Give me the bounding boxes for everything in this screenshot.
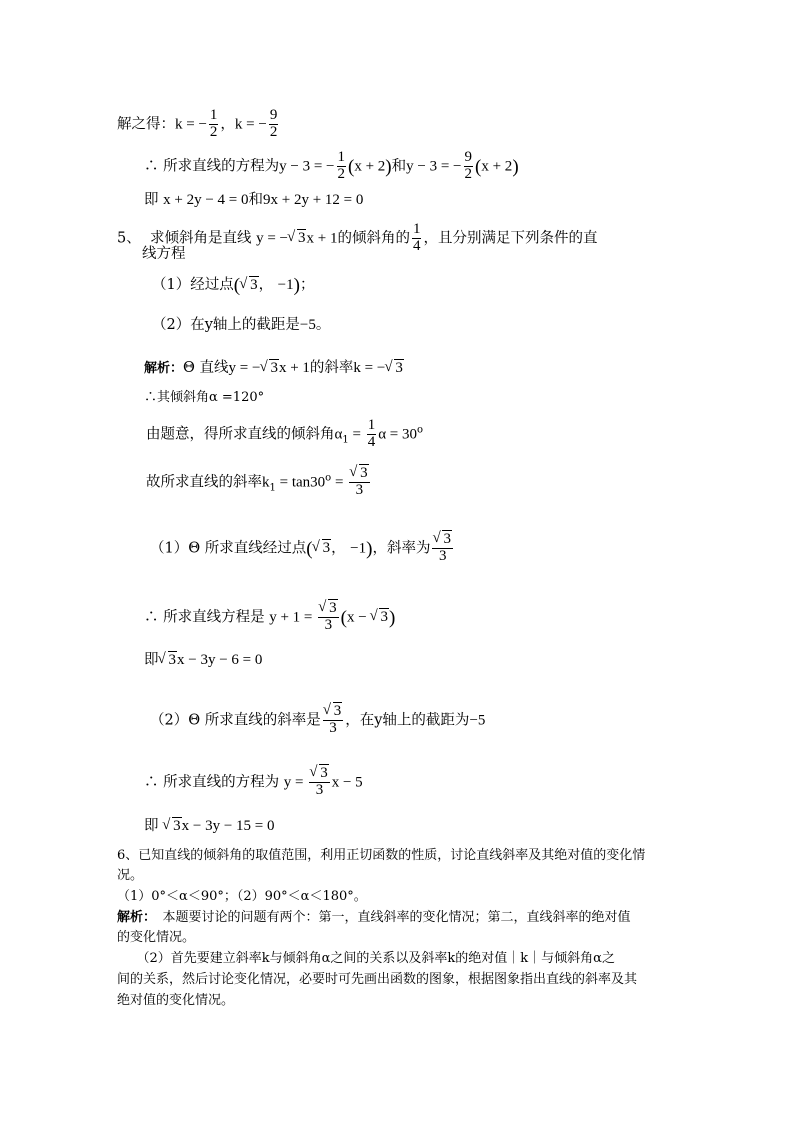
superscript: o: [325, 472, 332, 484]
text: ；: [299, 277, 315, 293]
math: α = 30: [378, 426, 418, 443]
solution-part-2-line-1: [150, 704, 485, 737]
text: 。: [315, 317, 331, 333]
paren: (: [348, 156, 355, 178]
problem-6-solution-line-2: [117, 931, 195, 944]
math: = tan30: [275, 474, 326, 491]
radicand: 3: [250, 277, 258, 293]
text: （1）经过点: [152, 277, 234, 293]
radicand: 3: [360, 465, 368, 481]
text: 即: [144, 818, 164, 834]
sqrt: [385, 361, 404, 376]
text: 求倾斜角是直线: [149, 230, 257, 247]
subscript: 1: [269, 482, 276, 494]
text: （2）首先要建立斜率k与倾斜角α之间的关系以及斜率k的绝对值｜k｜与倾斜角α之: [117, 951, 615, 966]
text: 的斜率: [309, 360, 354, 376]
sqrt: [310, 766, 329, 782]
math: x −: [346, 609, 371, 626]
solution-line-1: [144, 361, 404, 376]
math: −5: [299, 317, 316, 333]
fraction: [309, 766, 330, 799]
problem-6-line-2: [117, 869, 143, 882]
denominator: 2: [337, 165, 345, 182]
text: 即: [144, 652, 159, 668]
denominator: 4: [412, 237, 421, 254]
numerator: 1: [367, 417, 376, 433]
denominator: 3: [315, 781, 324, 798]
radicand: 3: [333, 703, 342, 719]
math: y = −: [256, 230, 288, 247]
paren: (: [306, 538, 313, 560]
fraction: [269, 108, 279, 141]
text: ∴其倾斜角α =120°: [144, 390, 265, 405]
problem-number: 5、: [117, 230, 141, 247]
text: ，斜率为: [372, 540, 431, 557]
text: 本题要讨论的问题有两个：第一，直线斜率的变化情况；第二，直线斜率的绝对值: [149, 910, 631, 925]
problem-6-line-1: [117, 849, 645, 862]
radicand: 3: [320, 765, 328, 781]
text: 和: [248, 192, 263, 208]
paren: (: [475, 156, 482, 178]
solution-line-3: [146, 418, 423, 451]
math: =: [348, 426, 365, 443]
problem-5-part-2: [152, 318, 330, 333]
problem-6-solution-line-3: [117, 952, 615, 965]
paren: ): [293, 275, 300, 296]
paren: ): [388, 607, 396, 629]
text: ∴ 所求直线方程是: [144, 609, 270, 626]
math: x − 3y − 6 = 0: [177, 652, 263, 668]
radicand: 3: [322, 540, 331, 557]
math: k = −: [234, 116, 267, 133]
sqrt: [159, 653, 178, 668]
fraction: [323, 704, 344, 737]
math: k = −: [175, 116, 207, 133]
text: 即: [144, 192, 164, 208]
math: k = −: [353, 360, 386, 376]
math: y = −: [228, 360, 261, 376]
text: Θ 直线: [183, 360, 229, 376]
problem-6-conditions: [117, 890, 367, 903]
denominator: 4: [367, 433, 376, 450]
paren: ): [512, 156, 519, 178]
text: 绝对值的变化情况。: [117, 993, 235, 1008]
solution-part-2-line-2: [144, 766, 363, 799]
problem-5-line-1: [117, 222, 597, 255]
math: x + 2: [354, 158, 386, 175]
radicand: 3: [297, 230, 306, 247]
math: −1: [350, 540, 367, 557]
text: （1）Θ 所求直线经过点: [150, 540, 307, 557]
numerator: 9: [269, 107, 278, 123]
problem-6-solution-line-5: [117, 994, 234, 1007]
text: ∴ 所求直线的方程为: [144, 774, 284, 791]
radicand: 3: [173, 818, 181, 834]
math: y − 3 = −: [406, 158, 462, 175]
denominator: 3: [438, 547, 447, 564]
solution-part-1-line-1: [150, 532, 455, 565]
radicand: 3: [270, 360, 278, 376]
text: ，: [258, 277, 274, 293]
equations-result-line: [144, 193, 363, 208]
radicand: 3: [395, 360, 403, 376]
math: x + 2y − 4 = 0: [163, 192, 249, 208]
text: 和: [391, 158, 407, 175]
text: （2）在y轴上的截距是: [152, 317, 300, 333]
superscript: o: [417, 424, 424, 436]
numerator: 1: [337, 149, 345, 165]
math: k: [262, 474, 270, 491]
radicand: 3: [168, 652, 176, 668]
denominator: 2: [209, 123, 218, 140]
paren: ): [366, 538, 373, 560]
fraction: [464, 150, 474, 183]
solution-part-2-line-3: [144, 819, 275, 834]
sqrt: [370, 610, 389, 625]
math: y + 1 =: [269, 609, 317, 626]
math: x + 1: [306, 230, 338, 247]
numerator: [323, 704, 344, 721]
numerator: [309, 766, 330, 783]
text: 线方程: [142, 246, 186, 262]
sqrt: [163, 819, 182, 834]
sqrt: [350, 466, 369, 482]
fraction: [337, 150, 347, 183]
text: （2）Θ 所求直线的斜率是: [150, 712, 321, 729]
math: α: [334, 426, 343, 443]
math: y =: [283, 774, 308, 791]
problem-5-part-1: [152, 276, 314, 295]
problem-6-solution-line-4: [117, 973, 637, 986]
numerator: 1: [209, 107, 218, 123]
math: x − 5: [331, 774, 363, 791]
problem-6-solution-line-1: [117, 911, 631, 924]
numerator: 1: [412, 221, 421, 237]
text: 间的关系，然后讨论变化情况，必要时可先画出函数的图象，根据图象指出直线的斜率及其: [117, 972, 638, 987]
solution-line-4: [146, 466, 372, 499]
math: x + 1: [278, 360, 310, 376]
sqrt: [324, 704, 343, 720]
fraction: [318, 601, 339, 634]
paren: (: [233, 275, 241, 296]
numerator: [349, 466, 370, 483]
math: −1: [277, 277, 294, 293]
fraction: [209, 108, 219, 141]
text: ，且分别满足下列条件的直: [423, 230, 598, 247]
text: 的倾斜角的: [337, 230, 410, 247]
denominator: 3: [355, 481, 364, 498]
solution-line-2: [144, 391, 264, 404]
problem-5-line-2: [142, 247, 186, 262]
math: =: [331, 474, 348, 491]
sqrt: [260, 361, 279, 376]
text: 6、已知直线的倾斜角的取值范围，利用正切函数的性质，讨论直线斜率及其绝对值的变化情: [117, 848, 646, 863]
solution-part-1-line-3: [144, 653, 262, 668]
fraction: [412, 222, 422, 255]
denominator: 2: [269, 123, 278, 140]
paren: ): [385, 156, 392, 178]
sqrt: [288, 231, 307, 246]
text: ，: [220, 116, 235, 133]
text: 况。: [117, 868, 144, 883]
solution-result-line: [117, 108, 280, 141]
math: x + 2: [481, 158, 513, 175]
text: 解之得：: [117, 116, 175, 133]
math: −5: [469, 712, 486, 729]
fraction: [349, 466, 370, 499]
fraction: [367, 418, 377, 451]
solution-label: 解析：: [117, 910, 150, 925]
numerator: 9: [464, 149, 473, 165]
denominator: 2: [464, 165, 473, 182]
text: （1）0°＜α＜90°；（2）90°＜α＜180°。: [117, 889, 367, 904]
numerator: [318, 601, 339, 618]
math: 9x + 2y + 12 = 0: [263, 192, 364, 208]
text: 由题意，得所求直线的倾斜角: [146, 426, 335, 443]
sqrt: [433, 532, 452, 548]
math: y − 3 = −: [279, 158, 335, 175]
sqrt: [319, 601, 338, 617]
radicand: 3: [380, 609, 388, 626]
denominator: 3: [329, 719, 337, 736]
radicand: 3: [443, 531, 451, 547]
text: 的变化情况。: [117, 930, 196, 945]
sqrt: [313, 541, 332, 556]
subscript: 1: [342, 434, 349, 446]
math: x − 3y − 15 = 0: [181, 818, 275, 834]
numerator: [432, 532, 453, 549]
denominator: 3: [324, 616, 333, 633]
paren: (: [340, 607, 347, 629]
solution-label: 解析：: [144, 361, 184, 376]
text: 故所求直线的斜率: [146, 474, 262, 491]
fraction: [432, 532, 453, 565]
text: ，在y轴上的截距为: [345, 712, 470, 729]
text: ，: [331, 540, 346, 557]
radicand: 3: [329, 600, 337, 616]
text: ∴ 所求直线的方程为: [144, 158, 280, 175]
sqrt: [240, 278, 259, 293]
equations-line: [144, 150, 519, 183]
solution-part-1-line-2: [144, 601, 395, 634]
